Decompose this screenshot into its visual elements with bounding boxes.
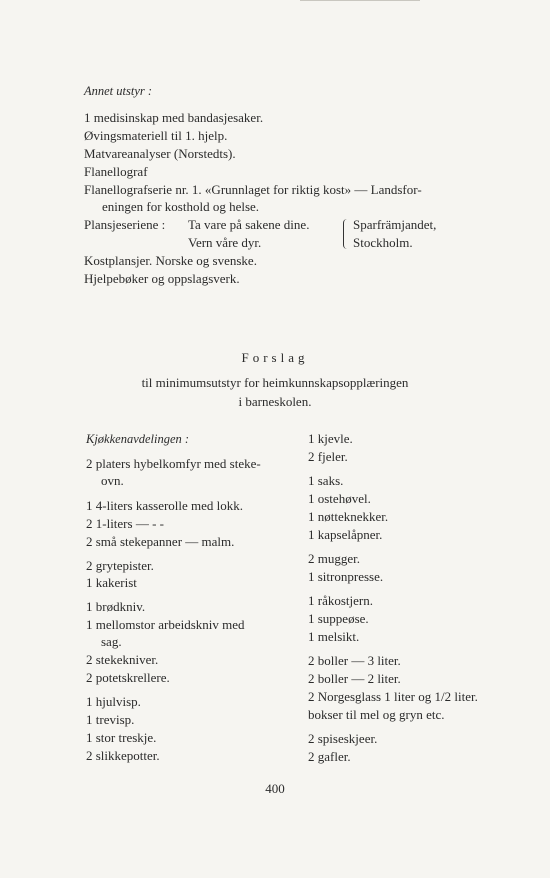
list-item: 1 medisinskap med bandasjesaker.	[84, 110, 264, 125]
list-item: 1 nøtteknekker.	[308, 509, 389, 524]
top-rule	[300, 0, 420, 1]
list-item: 2 1-liters — - -	[86, 516, 164, 531]
forslag-subtitle-2: i barneskolen.	[238, 394, 312, 409]
list-item: Flanellograf	[84, 164, 148, 179]
list-item: bokser til mel og gryn etc.	[308, 707, 445, 722]
list-item: 1 råkostjern.	[308, 593, 373, 608]
list-item-continuation: sag.	[101, 634, 122, 649]
list-item: 1 kjevle.	[308, 431, 353, 446]
list-item: 1 sitronpresse.	[308, 569, 384, 584]
list-item: 1 brødkniv.	[86, 599, 146, 614]
list-item: 1 melsikt.	[308, 629, 360, 644]
kjokken-heading: Kjøkkenavdelingen :	[86, 432, 190, 446]
list-item: 2 boller — 2 liter.	[308, 671, 401, 686]
list-item: 2 slikkepotter.	[86, 748, 160, 763]
list-item: Matvareanalyser (Norstedts).	[84, 146, 236, 161]
list-item: 1 ostehøvel.	[308, 491, 371, 506]
list-item: Flanellografserie nr. 1. «Grunnlaget for riktig kost» — Landsfor-	[84, 182, 422, 197]
plansjer-item-1: Ta vare på sakene dine.	[188, 217, 310, 232]
list-item: 1 kapselåpner.	[308, 527, 383, 542]
list-item-continuation: ovn.	[101, 473, 124, 488]
list-item: Kostplansjer. Norske og svenske.	[84, 253, 257, 268]
list-item: 2 gafler.	[308, 749, 351, 764]
list-item: 2 potetskrellere.	[86, 670, 170, 685]
plansjer-label: Plansjeseriene :	[84, 217, 166, 232]
brace	[343, 219, 349, 249]
list-item: 2 små stekepanner — malm.	[86, 534, 235, 549]
list-item: 2 stekekniver.	[86, 652, 159, 667]
list-item: 1 hjulvisp.	[86, 694, 141, 709]
forslag-title: Forslag	[241, 350, 309, 365]
list-item: Øvingsmateriell til 1. hjelp.	[84, 128, 228, 143]
list-item: 1 kakerist	[86, 575, 137, 590]
list-item: 2 spiseskjeer.	[308, 731, 378, 746]
list-item: 2 grytepister.	[86, 558, 154, 573]
page-number: 400	[265, 781, 285, 796]
plansjer-item-2: Vern våre dyr.	[188, 235, 262, 250]
section-heading-annet-utstyr: Annet utstyr :	[84, 84, 153, 98]
list-item: 2 platers hybelkomfyr med steke-	[86, 456, 261, 471]
list-item: Hjelpebøker og oppslagsverk.	[84, 271, 240, 286]
list-item: 1 mellomstor arbeidskniv med	[86, 617, 245, 632]
list-item: 2 boller — 3 liter.	[308, 653, 401, 668]
plansjer-source-2: Stockholm.	[353, 235, 413, 250]
list-item: 2 Norgesglass 1 liter og 1/2 liter.	[308, 689, 478, 704]
list-item: 1 stor treskje.	[86, 730, 157, 745]
list-item: 1 saks.	[308, 473, 344, 488]
list-item: 1 trevisp.	[86, 712, 135, 727]
list-item-continuation: eningen for kosthold og helse.	[102, 199, 260, 214]
forslag-subtitle-1: til minimumsutstyr for heimkunnskapsopplæringen	[141, 375, 409, 390]
list-item: 2 fjeler.	[308, 449, 348, 464]
list-item: 2 mugger.	[308, 551, 360, 566]
plansjer-source-1: Sparfrämjandet,	[353, 217, 437, 232]
list-item: 1 suppeøse.	[308, 611, 369, 626]
list-item: 1 4-liters kasserolle med lokk.	[86, 498, 244, 513]
